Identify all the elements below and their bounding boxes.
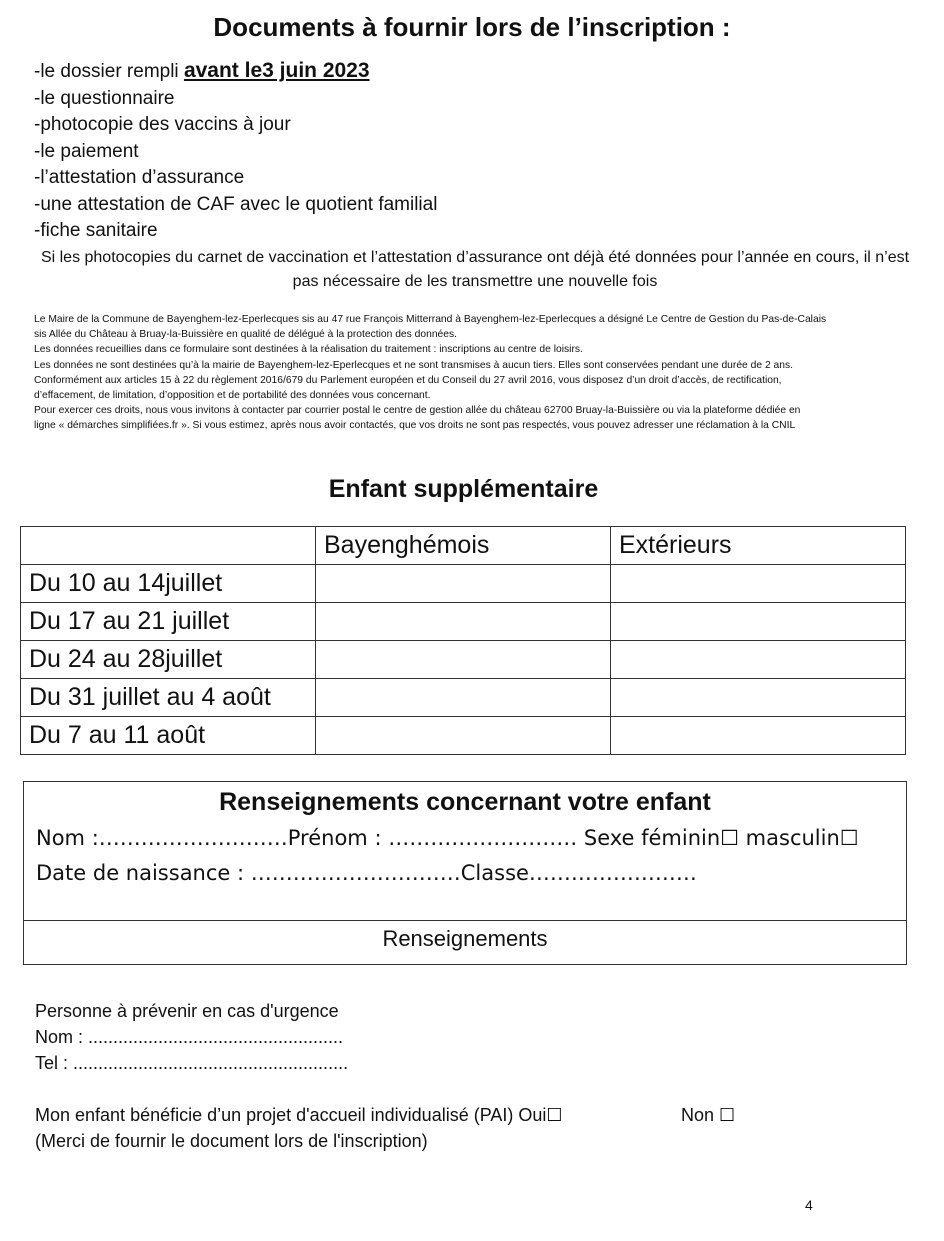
cell-exterieurs[interactable] bbox=[611, 717, 906, 755]
page-number: 4 bbox=[805, 1197, 813, 1213]
emergency-name-field[interactable]: Nom : ................................................... bbox=[35, 1027, 344, 1047]
legal-line: Les données recueillies dans ce formulaire sont destinées à la réalisation du traitement : inscriptions au centre de loisirs. bbox=[34, 344, 583, 356]
week-label: Du 10 au 14juillet bbox=[21, 565, 316, 603]
child-info-title: Renseignements concernant votre enfant bbox=[219, 788, 711, 816]
divider bbox=[24, 920, 906, 921]
legal-line: Conformément aux articles 15 à 22 du règlement 2016/679 du Parlement européen et du Conseil du 27 avril 2016, vous disposez d’un droit d’accès, de rectification, bbox=[34, 374, 782, 386]
documents-item: -le paiement bbox=[34, 140, 139, 162]
child-info-box bbox=[23, 781, 907, 965]
table-header-row bbox=[21, 527, 906, 565]
documents-item: -une attestation de CAF avec le quotient familial bbox=[34, 193, 438, 215]
supplement-table bbox=[20, 526, 906, 755]
pai-non-checkbox[interactable]: Non ☐ bbox=[681, 1105, 736, 1125]
pai-note: (Merci de fournir le document lors de l'inscription) bbox=[35, 1131, 428, 1151]
week-label: Du 7 au 11 août bbox=[21, 717, 316, 755]
legal-notice bbox=[34, 312, 904, 434]
cell-bayenghemois[interactable] bbox=[316, 717, 611, 755]
table-header-cell: Extérieurs bbox=[611, 527, 906, 565]
documents-item: -fiche sanitaire bbox=[34, 220, 158, 241]
table-row bbox=[21, 717, 906, 755]
table-row bbox=[21, 565, 906, 603]
table-row bbox=[21, 679, 906, 717]
cell-bayenghemois[interactable] bbox=[316, 603, 611, 641]
emergency-tel-field[interactable]: Tel : ....................................................... bbox=[35, 1053, 349, 1073]
documents-item-dossier: -le dossier rempli avant le3 juin 2023 bbox=[34, 59, 370, 82]
documents-item: -l’attestation d’assurance bbox=[34, 167, 245, 188]
legal-line: ligne « démarches simplifiées.fr ». Si vous estimez, après nous avoir contactés, que vos droits ne sont pas respectés, vous pouvez adresser une réclamation à la CNIL bbox=[34, 420, 796, 432]
documents-item: -le questionnaire bbox=[34, 87, 175, 109]
legal-line: Pour exercer ces droits, nous vous invitons à contacter par courrier postal le centre de gestion allée du château 62700 Bruay-la-Buissière ou via la plateforme dédiée en bbox=[34, 405, 801, 417]
week-label: Du 31 juillet au 4 août bbox=[21, 679, 316, 717]
child-identity-line[interactable]: Nom :………………………Prénom : ……………………… Sexe féminin☐ masculin☐ bbox=[36, 826, 859, 850]
week-label: Du 17 au 21 juillet bbox=[21, 603, 316, 641]
cell-bayenghemois[interactable] bbox=[316, 679, 611, 717]
pai-question[interactable]: Mon enfant bénéficie d’un projet d'accueil individualisé (PAI) Oui☐ bbox=[35, 1105, 563, 1125]
child-birth-class-line[interactable]: Date de naissance : …………………………Classe…………………… bbox=[36, 861, 697, 885]
table-header-cell: Bayenghémois bbox=[316, 527, 611, 565]
supplement-title: Enfant supplémentaire bbox=[328, 475, 599, 503]
cell-exterieurs[interactable] bbox=[611, 679, 906, 717]
page-title: Documents à fournir lors de l’inscription : bbox=[213, 12, 731, 42]
emergency-contact bbox=[35, 998, 348, 1076]
documents-note: Si les photocopies du carnet de vaccination et l’attestation d’assurance ont déjà été données pour l’année en cours, il n’est pas nécessaire de les transmettre une nouvelle fois bbox=[40, 249, 910, 290]
table-row bbox=[21, 603, 906, 641]
cell-exterieurs[interactable] bbox=[611, 565, 906, 603]
documents-item: -photocopie des vaccins à jour bbox=[34, 114, 291, 135]
legal-line: Les données ne sont destinées qu’à la mairie de Bayenghem-lez-Eperlecques et ne sont transmises à aucun tiers. Elles sont conservées pendant une durée de 2 ans. bbox=[34, 359, 794, 371]
documents-list bbox=[34, 58, 437, 245]
legal-line: d’effacement, de limitation, d’opposition et de portabilité des données vous concernant. bbox=[34, 390, 431, 402]
deadline-text: avant le3 juin 2023 bbox=[183, 59, 370, 82]
cell-exterieurs[interactable] bbox=[611, 641, 906, 679]
cell-bayenghemois[interactable] bbox=[316, 565, 611, 603]
emergency-title: Personne à prévenir en cas d'urgence bbox=[35, 1001, 339, 1021]
week-label: Du 24 au 28juillet bbox=[21, 641, 316, 679]
child-info-subtitle: Renseignements bbox=[382, 926, 548, 951]
cell-exterieurs[interactable] bbox=[611, 603, 906, 641]
legal-line: sis Allée du Château à Bruay-la-Buissière en qualité de délégué à la protection des données. bbox=[34, 329, 458, 341]
table-row bbox=[21, 641, 906, 679]
table-header-cell bbox=[21, 527, 316, 565]
pai-section bbox=[35, 1102, 736, 1154]
cell-bayenghemois[interactable] bbox=[316, 641, 611, 679]
legal-line: Le Maire de la Commune de Bayenghem-lez-Eperlecques sis au 47 rue François Mitterrand à Bayenghem-lez-Eperlecques a désigné Le Centre de Gestion du Pas-de-Calais bbox=[34, 314, 827, 325]
